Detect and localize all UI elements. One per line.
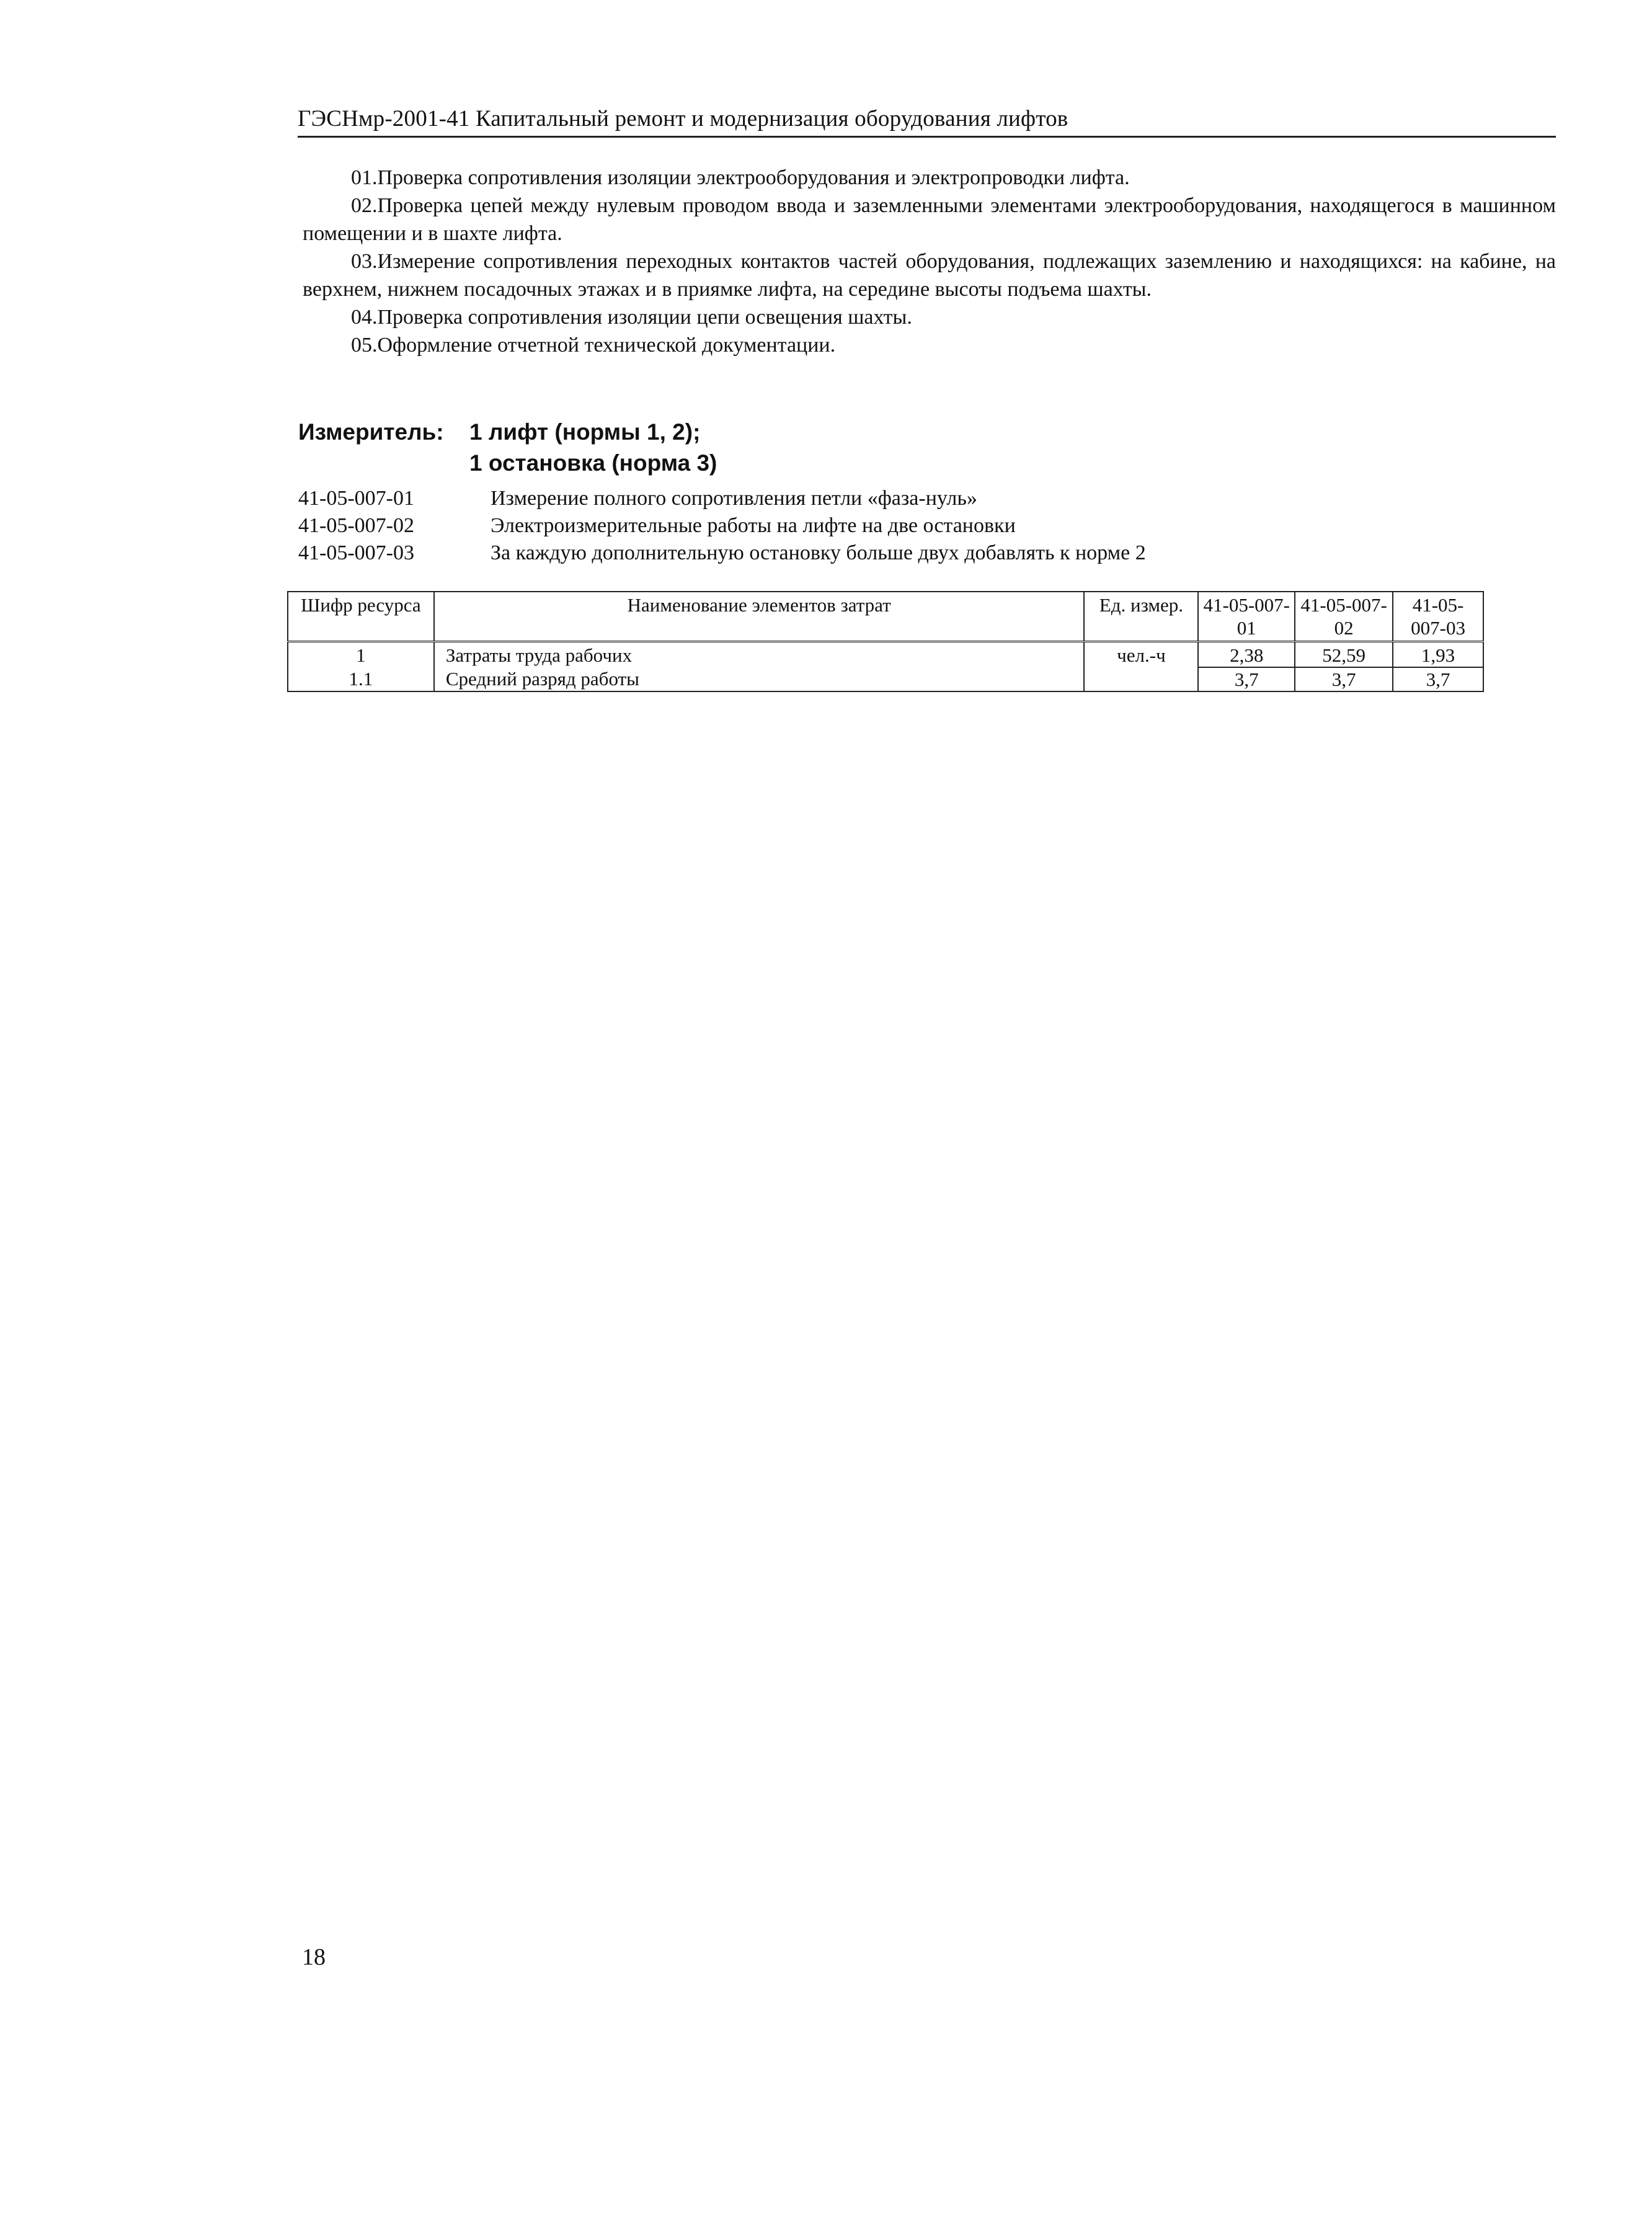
cell-name: Затраты труда рабочих: [434, 642, 1085, 668]
header-col-2: 41-05-007-02: [1295, 592, 1393, 642]
work-item: 02.Проверка цепей между нулевым проводом ввода и заземленными элементами электрооборудования, находящегося в машинном помещении и в шахте лифта.: [303, 194, 1556, 245]
work-item: 04.Проверка сопротивления изоляции цепи освещения шахты.: [351, 306, 912, 329]
work-item: 03.Измерение сопротивления переходных контактов частей оборудования, подлежащих заземлению и находящихся: на кабине, на верхнем, нижнем посадочных этажах и в приямке лифта, на середине высоты подъема шахты.: [303, 250, 1556, 301]
norm-code: 41-05-007-03: [298, 541, 414, 564]
work-item: 05.Оформление отчетной технической документации.: [351, 334, 836, 357]
norm-row: [298, 485, 1146, 512]
norm-code: 41-05-007-01: [298, 487, 414, 510]
header-code: Шифр ресурса: [288, 592, 434, 642]
measure-line-1: 1 лифт (нормы 1, 2);: [469, 419, 701, 445]
norm-description: За каждую дополнительную остановку больше двух добавлять к норме 2: [491, 541, 1146, 564]
cell-value: 2,38: [1198, 642, 1295, 668]
norms-list: [298, 485, 1146, 567]
table-row: [288, 642, 1483, 668]
norm-code: 41-05-007-02: [298, 514, 414, 537]
header-col-3: 41-05-007-03: [1393, 592, 1483, 642]
cell-value: 1,93: [1393, 642, 1483, 668]
measure-row-1: [298, 417, 717, 448]
page-number: 18: [302, 1944, 326, 1970]
header-divider: [298, 136, 1556, 138]
measure-unit-block: [298, 417, 717, 479]
cell-value: 3,7: [1198, 667, 1295, 691]
table-row: [288, 667, 1483, 691]
header-unit: Ед. измер.: [1084, 592, 1198, 642]
table-header-row: [288, 592, 1483, 642]
cell-value: 52,59: [1295, 642, 1393, 668]
measure-label: Измеритель:: [298, 419, 444, 445]
header-name: Наименование элементов затрат: [434, 592, 1085, 642]
norm-row: [298, 540, 1146, 567]
cell-code: 1: [288, 642, 434, 668]
measure-line-2: 1 остановка (норма 3): [469, 450, 717, 476]
resource-table: [287, 591, 1484, 692]
page-header-title: ГЭСНмр-2001-41 Капитальный ремонт и модернизация оборудования лифтов: [298, 106, 1068, 131]
norm-description: Измерение полного сопротивления петли «фаза-нуль»: [491, 487, 977, 510]
work-item: 01.Проверка сопротивления изоляции электрооборудования и электропроводки лифта.: [351, 166, 1130, 189]
cell-value: 3,7: [1393, 667, 1483, 691]
header-col-1: 41-05-007-01: [1198, 592, 1295, 642]
cell-unit: чел.-ч: [1084, 642, 1198, 668]
cell-name: Средний разряд работы: [434, 667, 1085, 691]
cell-unit: [1084, 667, 1198, 691]
cell-value: 3,7: [1295, 667, 1393, 691]
norm-row: [298, 512, 1146, 540]
cell-code: 1.1: [288, 667, 434, 691]
work-list: [303, 164, 1556, 359]
norm-description: Электроизмерительные работы на лифте на две остановки: [491, 514, 1016, 537]
